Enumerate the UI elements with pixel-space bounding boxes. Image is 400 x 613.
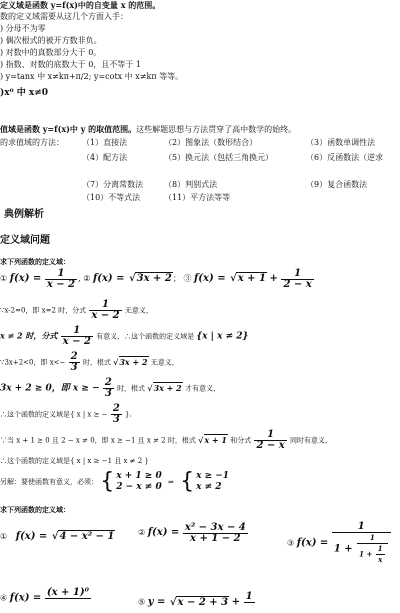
sol3c: 另解：要使函数有意义，必须： { x + 1 ≥ 0 2 − x ≠ 0 ⇒ { x ≥ −1 x ≠ 2 bbox=[0, 469, 230, 494]
method-1: （1）直接法 bbox=[82, 138, 128, 147]
ex2-f3: ③ f(x) = 1 1 + 1 1 + $\frac{1}{x}$ bbox=[287, 522, 392, 565]
rule-x0: )x⁰ 中 x≠0 bbox=[0, 88, 49, 98]
method-5: （5）换元法（包括三角换元） bbox=[164, 153, 274, 162]
method-7: （7）分离常数法 bbox=[82, 180, 144, 189]
rule-2: ) 偶次根式的被开方数非负。 bbox=[0, 36, 102, 45]
method-3: （3）函数单调性法 bbox=[306, 138, 376, 147]
sol3b: ∴这个函数的定义域是{ x | x ≥ −1 且 x ≠ 2 } bbox=[0, 457, 149, 465]
sol2b: 3x + 2 ≥ 0，即 x ≥ − $\frac{2}{3}$ 时，根式 √ 3x + 2 才有意义， bbox=[0, 378, 220, 399]
ex2-f1: ① f(x) = √ 4 − x² − 1 bbox=[0, 526, 115, 548]
range-definition: 值域是函数 y=f(x)中 y 的取值范围。这些解题思想与方法贯穿了高中数学的始终。 bbox=[0, 124, 297, 134]
example2-prompt: 求下列函数的定义域： bbox=[0, 505, 70, 514]
method-2: （2）图象法（数形结合） bbox=[164, 138, 258, 147]
rule-1: ) 分母不为零 bbox=[0, 24, 46, 33]
rule-5: ) y=tanx 中 x≠kπ+π/2; y=cotx 中 x≠kπ 等等。 bbox=[0, 72, 184, 81]
sol2a: ∵3x+2<0，即 x<− $\frac{2}{3}$ 时，根式 √ 3x + 2 无意义， bbox=[0, 352, 179, 373]
method-8: （8）判别式法 bbox=[164, 180, 218, 189]
method-4: （4）配方法 bbox=[82, 153, 128, 162]
sol2c: ∴这个函数的定义域是{ x | x ≥ − $\frac{2}{3}$ }. bbox=[0, 403, 132, 425]
section-title: 典例解析 bbox=[4, 209, 44, 220]
ex2-f2: ② f(x) = $\frac{\text{x² − 3x − 4}}{x + 1 - 2}$ bbox=[138, 521, 246, 544]
ex2-f5: ⑤ y = √ x − 2 + 3 + 1 bbox=[138, 592, 256, 613]
method-10: （10）不等式法 bbox=[82, 193, 141, 202]
subsection-title: 定义域问题 bbox=[0, 235, 50, 246]
ex2-f4: ④ f(x) = (x + 1)⁰ bbox=[0, 587, 89, 604]
methods-label: 的求值域的方法： bbox=[0, 138, 64, 147]
rule-4: ) 指数、对数的底数大于 0，且不等于 1 bbox=[0, 60, 141, 69]
rule-3: ) 对数中的真数部分大于 0。 bbox=[0, 48, 102, 57]
example1-functions: ① f(x) = $\frac{1}{x - 2}$ , ② f(x) = √ 3x + 2； ③ f(x) = √ x + 1 + $\frac{1}{2 - x}$ bbox=[0, 268, 315, 290]
sol1a: ∵x-2=0，即 x=2 时，分式 $\frac{1}{x - 2}$ 无意义， bbox=[0, 299, 153, 321]
domain-needs-text: 数的定义域需要从这几个方面入手： bbox=[0, 12, 128, 21]
sol1b: x ≠ 2 时，分式 $\frac{1}{x - 2}$ 有意义，∴这个函数的定义域是 {x | x ≠ 2} bbox=[0, 325, 249, 347]
method-9: （9）复合函数法 bbox=[306, 180, 368, 189]
sol3a: ∵当 x + 1 ≥ 0 且 2 − x ≠ 0，即 x ≥ −1 且 x ≠ 2 时，根式 √ x + 1 和分式 $\frac{1}{2 - x}$ 同时有意义， bbox=[0, 430, 332, 451]
example1-prompt: 求下列函数的定义域： bbox=[0, 257, 70, 266]
domain-definition: 定义域是函数 y=f(x)中的自变量 x 的范围。 bbox=[0, 0, 161, 10]
method-11: （11）平方法等等 bbox=[164, 193, 231, 202]
method-6: （6）反函数法（逆求 bbox=[306, 153, 384, 162]
